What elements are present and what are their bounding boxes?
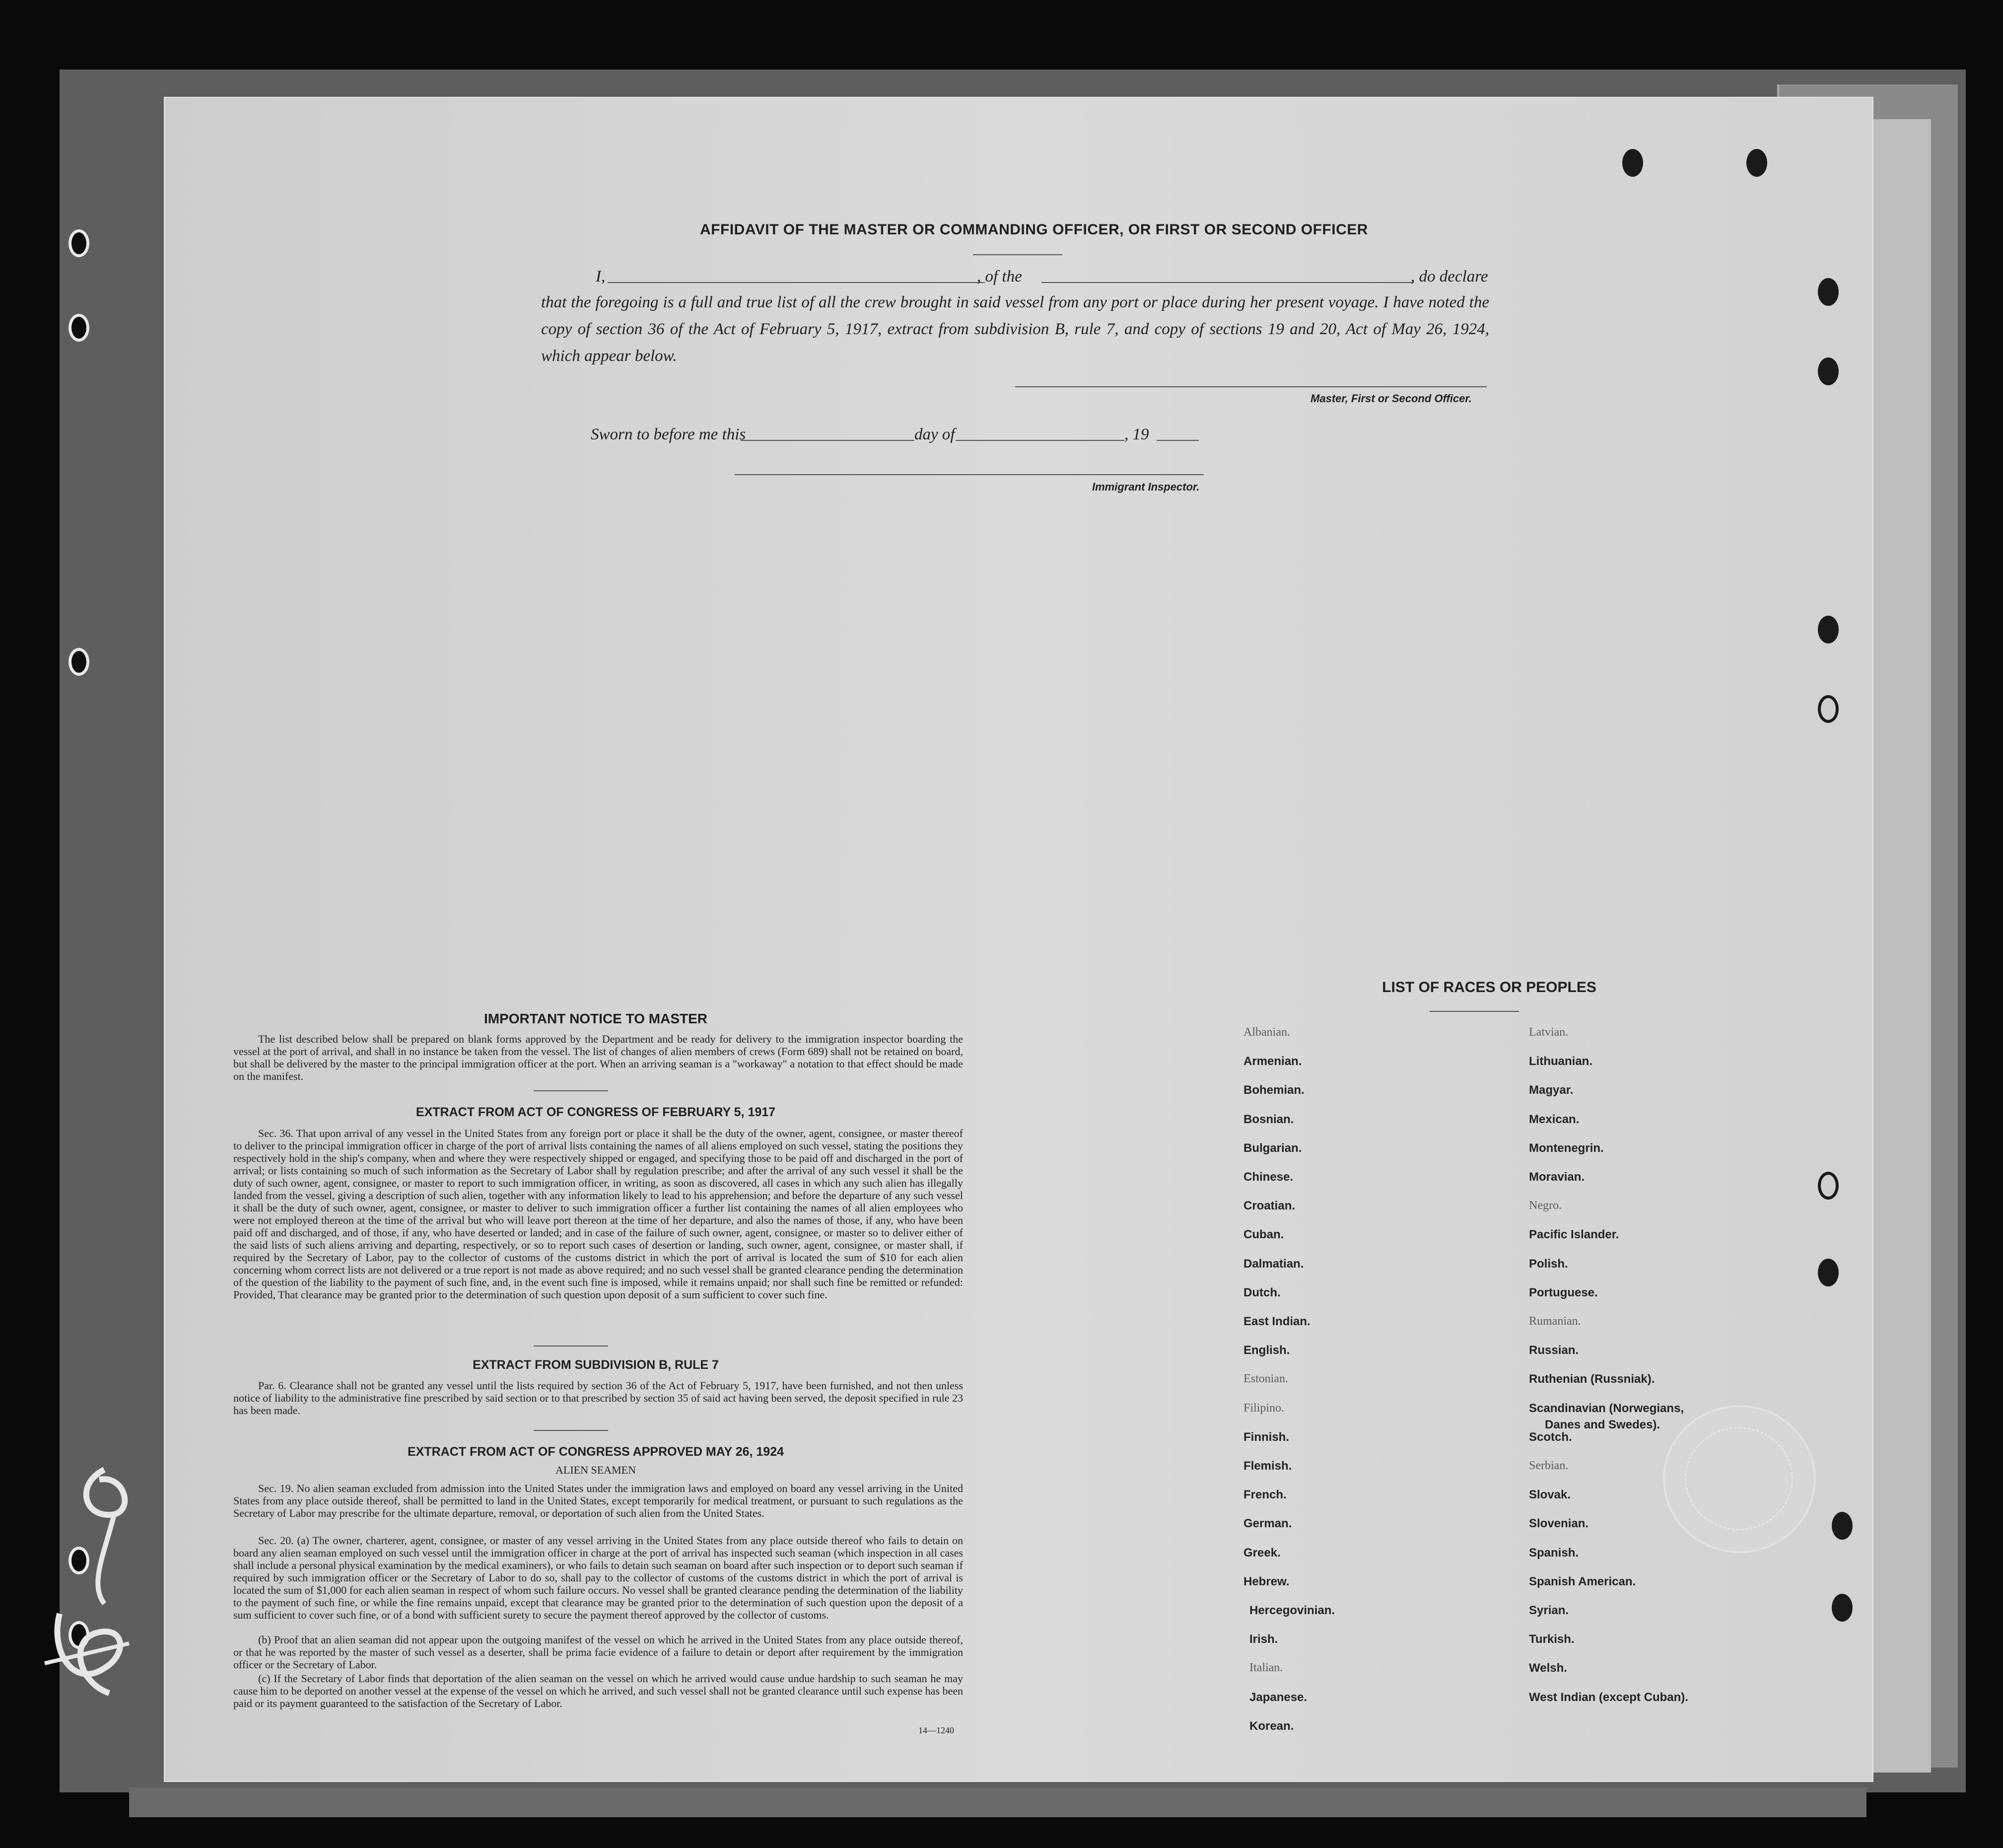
race-item: German. [1243,1517,1292,1531]
inspector-signature-line [735,474,1204,475]
race-item: Flemish. [1243,1459,1292,1473]
inspector-label: Immigrant Inspector. [1092,481,1200,493]
race-item: Slovenian. [1529,1517,1589,1531]
race-item: Spanish American. [1529,1574,1636,1588]
race-item: Slovak. [1529,1488,1571,1502]
race-item: Welsh. [1529,1661,1567,1675]
rule7-body: Par. 6. Clearance shall not be granted any vessel until the lists required by section 36 of the Act of February 5, 1917, have been furnished, and not then unless notice of liability to the administrative fine prescribed by said section or to that prescribed by section 35 of said act having been served, the deposit specified in rule 23 has been made. [233,1379,963,1417]
sworn-month-blank [956,440,1124,441]
race-item: Armenian. [1243,1055,1302,1068]
race-item: Negro. [1529,1199,1562,1212]
section-divider [534,1090,608,1091]
race-item: Hebrew. [1243,1574,1290,1588]
vessel-name-blank [1041,282,1414,283]
master-name-blank [608,282,985,283]
race-item: Syrian. [1529,1604,1569,1617]
race-item: Polish. [1529,1257,1568,1271]
binding-hole-icon [1818,357,1839,385]
master-signature-line [1015,386,1487,387]
race-item: Montenegrin. [1529,1141,1604,1155]
races-title: LIST OF RACES OR PEOPLES [1382,979,1596,995]
race-item: Irish. [1249,1633,1278,1646]
binding-hole-icon [69,229,89,257]
embossed-seal-icon [1663,1405,1816,1553]
race-item: Turkish. [1529,1633,1575,1646]
race-item: Rumanian. [1529,1315,1581,1328]
race-item: Mexican. [1529,1112,1580,1126]
binding-hole-icon [1746,149,1767,177]
race-item: Pacific Islander. [1529,1228,1619,1242]
race-item: Lithuanian. [1529,1055,1592,1068]
affidavit-title: AFFIDAVIT OF THE MASTER OR COMMANDING OFFICER, OR FIRST OR SECOND OFFICER [700,221,1368,238]
sec20c-body: (c) If the Secretary of Labor finds that deportation of the alien seaman on the vessel on which he arrived would cause undue hardship to such seaman he may cause him to be deported on another vessel at the expense of the vessel on which he arrived, and such vessel shall not be granted clearance until such expense has been paid or its payment guaranteed to the satisfaction of the Secretary of Labor. [233,1672,963,1709]
title-divider [973,254,1062,255]
extract-1917-title: EXTRACT FROM ACT OF CONGRESS OF FEBRUARY 5, 1917 [415,1105,776,1119]
race-item: Magyar. [1529,1083,1574,1097]
sec19-body: Sec. 19. No alien seaman excluded from admission into the United States under the immigration laws and employed on board any vessel arriving in the United States from any place outside thereof, shall be permitted to land in the United States, except temporarily for medical treatment, or pursuant to such regulations as the Secretary of Labor may prescribe for the ultimate departure, removal, or deportation of such alien from the United States. [233,1482,963,1519]
notice-body: The list described below shall be prepared on blank forms approved by the Department and be ready for delivery to the immigration inspector boarding the vessel at the port of arrival, and shall in no instance be taken from the vessel. The list of changes of alien members of crews (Form 689) shall not be retained on board, but shall be delivered by the master to the principal immigration officer at the port. When an arriving seaman is a "workaway" a notation to that effect should be made on the manifest. [233,1033,963,1082]
form-number: 14—1240 [918,1725,954,1735]
race-item: Ruthenian (Russniak). [1529,1372,1655,1386]
sworn-day-blank [741,440,914,441]
race-item: West Indian (except Cuban). [1529,1690,1688,1704]
race-item: Hercegovinian. [1249,1604,1335,1617]
sworn-year-blank [1157,440,1199,441]
binding-hole-icon [1818,278,1839,306]
race-item: Japanese. [1249,1690,1308,1704]
race-item: Cuban. [1243,1228,1284,1242]
race-item: Estonian. [1243,1372,1288,1386]
binding-hole-icon [1818,695,1839,723]
race-item: Filipino. [1243,1401,1285,1415]
binding-hole-icon [69,648,89,676]
affidavit-of-the-label: , of the [977,268,1022,285]
race-item: Serbian. [1529,1459,1569,1472]
races-divider [1430,1011,1519,1012]
extract-1924-title: EXTRACT FROM ACT OF CONGRESS APPROVED MAY 26, 1924 [407,1445,784,1459]
race-item: English. [1243,1344,1290,1357]
race-item: Bohemian. [1243,1083,1305,1097]
binding-hole-icon [1622,149,1643,177]
race-item: Dutch. [1243,1285,1281,1299]
race-item: Croatian. [1243,1199,1296,1213]
race-item: Greek. [1243,1546,1281,1560]
race-item: Danes and Swedes). [1545,1418,1660,1431]
affidavit-i-label: I, [596,268,606,285]
race-item: Russian. [1529,1344,1579,1357]
binding-hole-icon [1818,1172,1839,1200]
affidavit-body: that the foregoing is a full and true list of all the crew brought in said vessel from any port or place during her present voyage. I have noted the copy of section 36 of the Act of February 5, 1917, extract from subdivision B, rule 7, and copy of sections 19 and 20, Act of May 26, 1924, which appear below. [541,293,1489,365]
sec20b-body: (b) Proof that an alien seaman did not appear upon the outgoing manifest of the vessel on which he arrived in the United States from any place outside thereof, or that he was reported by the master of such vessel as a deserter, shall be prima facie evidence of a failure to detain or deport after requirement by the immigration officer or the Secretary of Labor. [233,1634,963,1671]
notice-title: IMPORTANT NOTICE TO MASTER [483,1011,708,1026]
race-item: Korean. [1249,1719,1294,1733]
race-item: French. [1243,1488,1287,1502]
race-item: Italian. [1249,1661,1283,1675]
race-item: Bulgarian. [1243,1141,1302,1155]
affidavit-do-declare: , do declare [1411,268,1488,285]
binding-hole-icon [69,314,89,342]
race-item: Albanian. [1243,1026,1290,1039]
sworn-label: Sworn to before me this [591,426,746,443]
right-page-strip [1871,119,1931,1773]
race-item: Spanish. [1529,1546,1579,1560]
extract-1917-body: Sec. 36. That upon arrival of any vessel in the United States from any foreign port or place it shall be the duty of the owner, agent, consignee, or master thereof to deliver to the principal immigration officer in charge of the port of arrival lists containing the names of all aliens employed on such vessel, stating the positions they respectively hold in the ship's company, when and where they were respectively shipped or engaged, and specifying those to be paid off and discharged in the port of arrival; or lists containing so much of such information as the Secretary of Labor shall by regulation prescribe; and after the arrival of any such vessel it shall be the duty of such owner, agent, consignee, or master to report to such immigration officer, in writing, as soon as discovered, all cases in which any such alien has illegally landed from the vessel, giving a description of such alien, together with any information likely to lead to his apprehension; and before the departure of any such vessel it shall be the duty of such owner, agent, consignee, or master to deliver to such immigration officer a further list containing the names of all alien employees who were not employed thereon at the time of the arrival but who will leave port thereon at the time of her departure, and also the names of those, if any, who have been paid off and discharged, and of those, if any, who have deserted or landed; and in case of the failure of such owner, agent, consignee, or master so to deliver either of the said lists of such aliens arriving and departing, respectively, or so to report such cases of desertion or landing, such owner, agent, consignee, or master shall, if required by the Secretary of Labor, pay to the collector of customs of the customs district in which the port of arrival is located the sum of $10 for each alien concerning whom correct lists are not delivered or a true report is not made as above required; and no such vessel shall be granted clearance pending the determination of the question of the liability to the payment of such fine, and, in the event such fine is imposed, while it remains unpaid; nor shall such fine be remitted or refunded: Provided, That clearance may be granted prior to the determination of such question upon deposit of a sum sufficient to cover such fine. [233,1127,963,1301]
race-item: Dalmatian. [1243,1257,1304,1271]
day-of-label: day of [914,426,955,443]
binding-hole-icon [1818,616,1839,643]
master-signature-label: Master, First or Second Officer. [1311,392,1472,405]
race-item: Scotch. [1529,1430,1572,1444]
race-item: Scandinavian (Norwegians, [1529,1401,1684,1415]
handwritten-mark-icon [30,1455,149,1713]
race-item: Bosnian. [1243,1112,1294,1126]
section-divider [534,1430,608,1431]
race-item: Finnish. [1243,1430,1289,1444]
binding-hole-icon [1818,1259,1839,1286]
lower-edge-sheet [129,1787,1866,1817]
rule7-title: EXTRACT FROM SUBDIVISION B, RULE 7 [473,1358,719,1372]
binding-hole-icon [1832,1512,1853,1540]
race-item: Chinese. [1243,1170,1294,1184]
binding-hole-icon [1832,1594,1853,1622]
year-label: , 19 [1124,426,1149,443]
race-item: Portuguese. [1529,1285,1598,1299]
race-item: Latvian. [1529,1026,1569,1039]
race-item: East Indian. [1243,1315,1311,1328]
sec20a-body: Sec. 20. (a) The owner, charterer, agent, consignee, or master of any vessel arriving in the United States from any place outside thereof who fails to detain on board any alien seaman employed on such vessel until the immigration officer in charge at the port of arrival has inspected such seaman (which inspection in all cases shall include a personal physical examination by the medical examiners), or who fails to detain such seaman on board after such inspection or to deport such seaman if required by such immigration officer or the Secretary of Labor to do so, shall pay to the collector of customs of the customs district in which the port of arrival is located the sum of $1,000 for each alien seaman in respect of whom such failure occurs. No vessel shall be granted clearance pending the determination of the liability to the payment of such fine, or while the fine remains unpaid, except that clearance may be granted prior to the determination of such question upon the deposit of a sum sufficient to cover such fine, or of a bond with sufficient surety to secure the payment thereof approved by the collector of customs. [233,1534,963,1621]
race-item: Moravian. [1529,1170,1585,1184]
section-divider [534,1346,608,1347]
alien-seamen-subtitle: ALIEN SEAMEN [555,1464,636,1476]
